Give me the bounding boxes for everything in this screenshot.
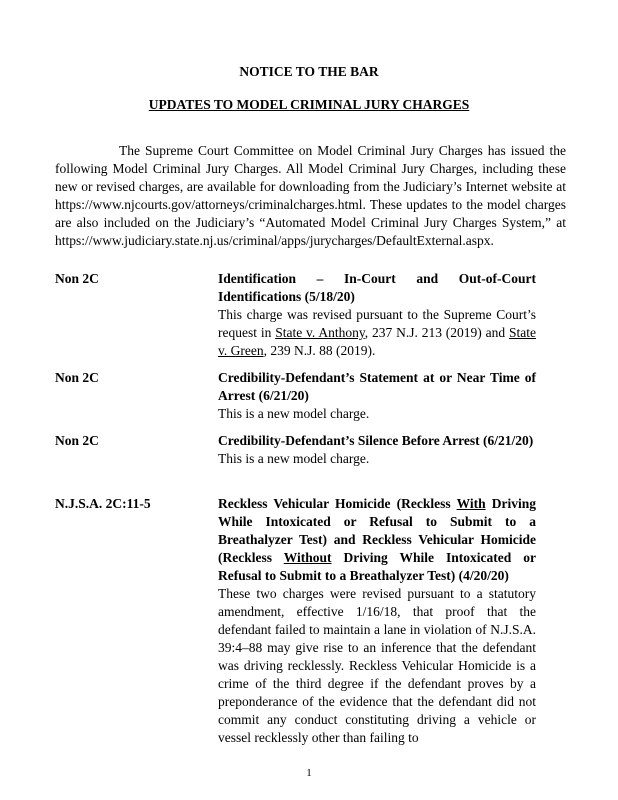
charge-body <box>218 369 536 423</box>
desc-text: , 239 N.J. 88 (2019). <box>263 343 376 358</box>
desc-text: This charge was revised pursuant to the Supreme Court’s request in <box>218 307 536 340</box>
statute-code: N.J.S.A. 2C:11-5 <box>55 496 151 511</box>
heading-emphasis: Without <box>283 550 332 565</box>
charge-description: This is a new model charge. <box>218 451 370 466</box>
heading-text: Driving While Intoxicated or Refusal to Submit to a Breathalyzer Test) and Reckless Vehicular Homicide (Reckless <box>218 496 536 565</box>
charge-heading: Identification – In-Court and Out-of-Court Identifications (5/18/20) <box>218 271 536 304</box>
charge-heading <box>218 495 536 585</box>
heading-text: Driving While Intoxicated or Refusal to Submit to a Breathalyzer Test) (4/20/20) <box>218 550 536 583</box>
page-subtitle: UPDATES TO MODEL CRIMINAL JURY CHARGES <box>148 97 470 112</box>
charge-heading: Credibility-Defendant’s Silence Before Arrest (6/21/20) <box>218 433 534 448</box>
case-citation: State v. Green <box>218 325 536 358</box>
charge-description: These two charges were revised pursuant to a statutory amendment, effective 1/16/18, that proof that the defendant failed to maintain a lane in violation of N.J.S.A. 39:4–88 may give rise to an inference that the defendant was driving recklessly. Reckless Vehicular Homicide is a crime of the third degree if the defendant proves by a preponderance of the evidence that the defendant did not commit any conduct constituting driving a vehicle or vessel recklessly other than failing to <box>218 586 536 745</box>
charge-body <box>218 432 536 468</box>
charge-description: This is a new model charge. <box>218 406 370 421</box>
heading-text: Reckless Vehicular Homicide (Reckless <box>218 496 457 511</box>
charge-description <box>218 306 536 360</box>
statute-code: Non 2C <box>55 433 99 448</box>
statute-code: Non 2C <box>55 370 99 385</box>
intro-paragraph: The Supreme Court Committee on Model Criminal Jury Charges has issued the following Model Criminal Jury Charges. All Model Criminal Jury Charges, including these new or revised charges, are available for downloading from the Judiciary’s Internet website at https://www.njcourts.gov/attorneys/criminalcharges.html. These updates to the model charges are also included on the Judiciary’s “Automated Model Criminal Jury Charges System,” at https://www.judiciary.state.nj.us/criminal/apps/jurycharges/DefaultExternal.aspx. <box>55 143 566 248</box>
charge-body <box>218 270 536 360</box>
page-number: 1 <box>306 767 312 779</box>
page-title: NOTICE TO THE BAR <box>239 64 379 79</box>
charge-body <box>218 495 536 747</box>
heading-emphasis: With <box>456 496 486 511</box>
charge-heading: Credibility-Defendant’s Statement at or Near Time of Arrest (6/21/20) <box>218 370 536 403</box>
case-citation: State v. Anthony <box>275 325 365 340</box>
statute-code: Non 2C <box>55 271 99 286</box>
desc-text: , 237 N.J. 213 (2019) and <box>364 325 509 340</box>
